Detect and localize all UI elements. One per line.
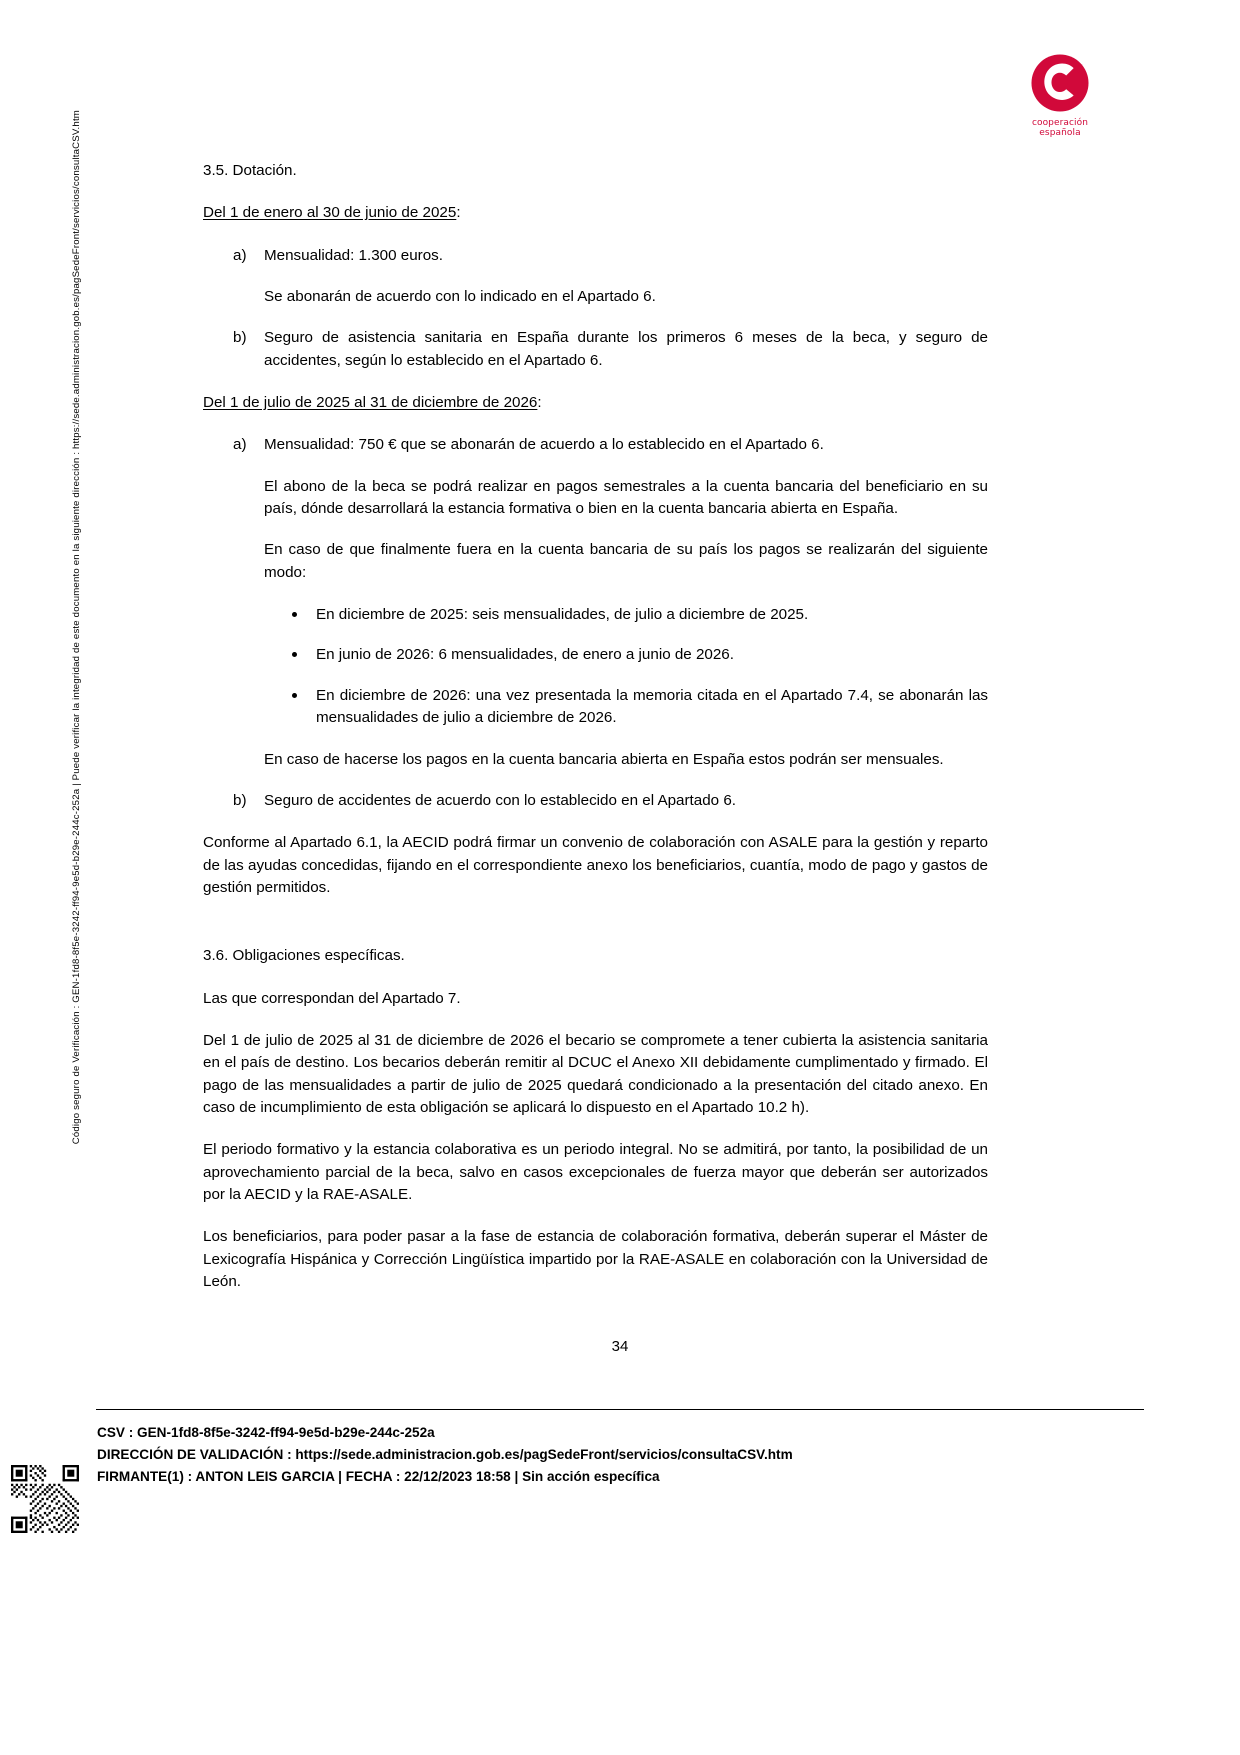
paragraph-beneficiarios: Los beneficiarios, para poder pasar a la fase de estancia de colaboración formativa, deberán superar el Máster de Lexicografía Hispánica y Corrección Lingüística impartido por la RAE-ASALE en colaboración con la Universidad de León. (203, 1228, 988, 1290)
footer-validation-line: DIRECCIÓN DE VALIDACIÓN : https://sede.administracion.gob.es/pagSedeFront/servicios/consultaCSV.htm (97, 1447, 793, 1463)
list-item (203, 327, 988, 372)
list-item (203, 790, 988, 812)
list-marker: a) (233, 246, 247, 264)
list-item-text: En diciembre de 2025: seis mensualidades, de julio a diciembre de 2025. (316, 606, 809, 624)
logo-line-2: española (1039, 128, 1081, 139)
list-marker: a) (233, 436, 247, 454)
list-item (264, 604, 988, 626)
document-body (203, 160, 988, 1313)
list-item-text: En diciembre de 2026: una vez presentada la memoria citada en el Apartado 7.4, se abonarán las mensualidades de julio a diciembre de 2026. (316, 686, 988, 727)
bullet-icon (292, 652, 297, 657)
period-1-heading-text: Del 1 de enero al 30 de junio de 2025 (203, 204, 457, 222)
cooperacion-logo-icon (1029, 52, 1091, 114)
footer-csv-line: CSV : GEN-1fd8-8f5e-3242-ff94-9e5d-b29e-244c-252a (97, 1425, 435, 1440)
bullet-icon (292, 693, 297, 698)
period-2-heading-text: Del 1 de julio de 2025 al 31 de diciembre de 2026 (203, 394, 538, 412)
list-item-text: Seguro de asistencia sanitaria en España durante los primeros 6 meses de la beca, y seguro de accidentes, según lo establecido en el Apartado 6. (264, 329, 988, 369)
list-item (264, 685, 988, 730)
list-item (203, 434, 988, 770)
section-spacer (203, 919, 988, 945)
paragraph-las-que-correspondan: Las que correspondan del Apartado 7. (203, 989, 461, 1007)
paragraph-del-1-julio: Del 1 de julio de 2025 al 31 de diciembre de 2026 el becario se compromete a tener cubierta la asistencia sanitaria en el país de destino. Los becarios deberán remitir al DCUC el Anexo XII debidamente cumplimentado y firmado. El pago de las mensualidades a partir de julio de 2025 quedará condicionado a la presentación del citado anexo. En caso de incumplimiento de esta obligación se aplicará lo dispuesto en el Apartado 10.2 h). (203, 1031, 988, 1116)
period-1-heading (203, 202, 988, 224)
list-item-text: Mensualidad: 1.300 euros. (264, 246, 443, 264)
footer-divider (96, 1409, 1144, 1410)
section-3-6-title: 3.6. Obligaciones específicas. (203, 947, 405, 965)
list-item (203, 245, 988, 309)
cooperacion-espanola-logo (1012, 52, 1108, 139)
section-3-5-title: 3.5. Dotación. (203, 162, 297, 179)
list-item-text: Mensualidad: 750 € que se abonarán de acuerdo a lo establecido en el Apartado 6. (264, 436, 824, 454)
verification-code-text: Código seguro de Verificación : GEN-1fd8-8f5e-3242-ff94-9e5d-b29e-244c-252a | Puede verificar la integridad de este documento en la siguiente dirección : https://sede.administracion.gob.es/pagSedeFront/servicios/consultaCSV.htm (71, 110, 82, 1145)
bullet-icon (292, 612, 297, 617)
page-number: 34 (611, 1338, 629, 1355)
paragraph-periodo-formativo: El periodo formativo y la estancia colaborativa es un periodo integral. No se admitirá, por tanto, la posibilidad de un aprovechamiento parcial de la beca, salvo en casos excepcionales de fuerza mayor que deberán ser autorizados por la AECID y la RAE-ASALE. (203, 1141, 988, 1203)
period-2-list (203, 434, 988, 812)
list-item-text: En junio de 2026: 6 mensualidades, de enero a junio de 2026. (316, 646, 734, 664)
period-1-list (203, 245, 988, 372)
period-2-heading-colon: : (537, 394, 542, 412)
logo-line-1: cooperación (1031, 118, 1089, 128)
list-marker: b) (233, 329, 247, 347)
list-item-subtext: En caso de que finalmente fuera en la cuenta bancaria de su país los pagos se realizarán del siguiente modo: (264, 541, 988, 581)
logo-wordmark (1012, 118, 1108, 139)
list-marker: b) (233, 791, 247, 809)
list-item-subtext: En caso de hacerse los pagos en la cuenta bancaria abierta en España estos podrán ser mensuales. (264, 750, 944, 768)
footer-signer-line: FIRMANTE(1) : ANTON LEIS GARCIA | FECHA : 22/12/2023 18:58 | Sin acción específica (97, 1469, 660, 1485)
paragraph-conforme: Conforme al Apartado 6.1, la AECID podrá firmar un convenio de colaboración con ASALE para la gestión y reparto de las ayudas concedidas, fijando en el correspondiente anexo los beneficiarios, cuantía, modo de pago y gastos de gestión permitidos. (203, 834, 988, 896)
payment-schedule-list (264, 604, 988, 729)
list-item (264, 644, 988, 666)
period-1-heading-colon: : (456, 204, 461, 222)
footer-metadata (97, 1422, 1017, 1488)
list-item-subtext: Se abonarán de acuerdo con lo indicado en el Apartado 6. (264, 288, 656, 306)
period-2-heading (203, 392, 988, 414)
verification-sidebar (72, 110, 96, 1300)
list-item-subtext: El abono de la beca se podrá realizar en pagos semestrales a la cuenta bancaria del beneficiario en su país, dónde desarrollará la estancia formativa o bien en la cuenta bancaria abierta en España. (264, 477, 988, 518)
list-item-text: Seguro de accidentes de acuerdo con lo establecido en el Apartado 6. (264, 791, 736, 809)
qr-code (11, 1465, 79, 1533)
